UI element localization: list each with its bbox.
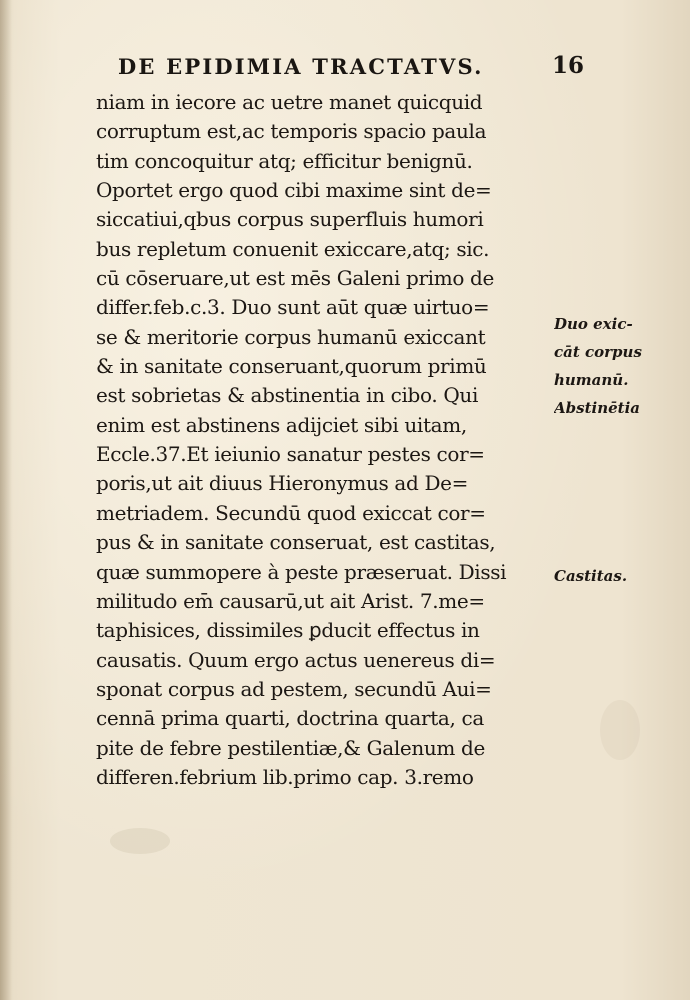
text-line: militudo em̄ causarū,ut ait Arist. 7.me=: [96, 588, 485, 613]
margin-note-line: humanū.: [554, 371, 629, 389]
main-text-block: [96, 88, 556, 792]
margin-note-castitas: [554, 562, 684, 590]
text-line: tim concoquitur atq; efficitur benignū.: [96, 148, 473, 173]
text-line: pite de febre pestilentiæ,& Galenum de: [96, 735, 485, 760]
running-head: DE EPIDIMIA TRACTATVS.: [118, 54, 484, 79]
text-line: taphisices, dissimiles ꝑducit effectus in: [96, 618, 480, 643]
text-line: bus repletum conuenit exiccare,atq; sic.: [96, 236, 490, 261]
text-line: poris,ut ait diuus Hieronymus ad De=: [96, 471, 469, 496]
page-header: [118, 52, 598, 86]
text-line: metriadem. Secundū quod exiccat cor=: [96, 500, 486, 525]
text-line: se & meritorie corpus humanū exiccant: [96, 324, 486, 349]
text-line: enim est abstinens adijciet sibi uitam,: [96, 412, 467, 437]
binding-shadow: [0, 0, 12, 1000]
text-line: differ.feb.c.3. Duo sunt aūt quæ uirtuo=: [96, 295, 490, 320]
margin-note-line: Duo exic-: [554, 315, 633, 333]
margin-note-line: Abstinētia: [554, 399, 640, 417]
text-line: corruptum est,ac temporis spacio paula: [96, 119, 487, 144]
ink-smudge: [110, 828, 170, 854]
text-line: & in sanitate conseruant,quorum primū: [96, 354, 487, 379]
margin-note-line: Castitas.: [554, 567, 628, 585]
text-line: causatis. Quum ergo actus uenereus di=: [96, 647, 496, 672]
page-number: 16: [551, 52, 584, 79]
margin-note-duo: [554, 310, 684, 394]
text-line: cennā prima quarti, doctrina quarta, ca: [96, 706, 484, 731]
text-line: sponat corpus ad pestem, secundū Aui=: [96, 676, 492, 701]
text-line: pus & in sanitate conseruat, est castitas,: [96, 530, 496, 555]
text-line: Oportet ergo quod cibi maxime sint de=: [96, 178, 492, 203]
text-line: quæ summopere à peste præseruat. Dissi: [96, 559, 507, 584]
margin-note-line: cāt corpus: [554, 343, 642, 361]
margin-note-abstinentia: [554, 394, 684, 422]
text-line: siccatiui,qbus corpus superfluis humori: [96, 207, 484, 232]
text-line: differen.febrium lib.primo cap. 3.remo: [96, 764, 474, 789]
text-line: cū cōseruare,ut est mēs Galeni primo de: [96, 266, 494, 291]
text-line: est sobrietas & abstinentia in cibo. Qui: [96, 383, 478, 408]
text-line: niam in iecore ac uetre manet quicquid: [96, 90, 483, 114]
bleed-through-mark: [600, 700, 640, 760]
text-line: Eccle.37.Et ieiunio sanatur pestes cor=: [96, 442, 485, 467]
